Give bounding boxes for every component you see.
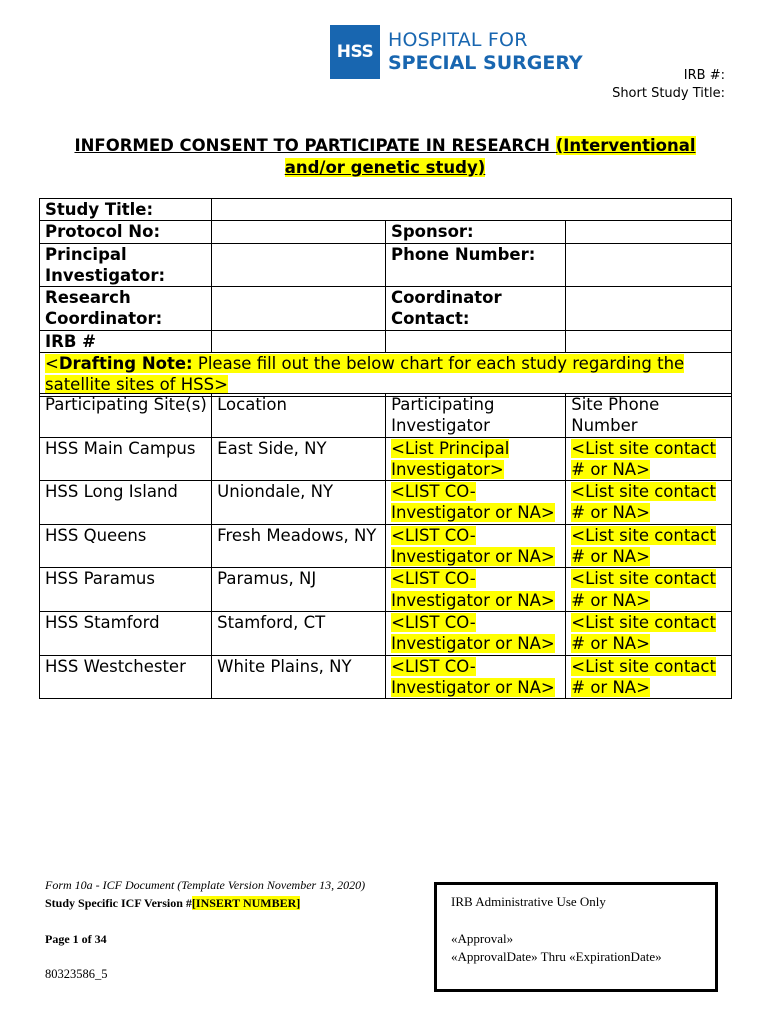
column-header: Location [212,394,386,438]
header-irb-block [612,67,725,103]
site-name: HSS Westchester [40,655,212,699]
site-location: Paramus, NJ [212,568,386,612]
participating-sites-table [39,393,732,699]
drafting-note-label: Drafting Note: [58,354,193,374]
table-row [40,437,732,481]
irb-admin-title: IRB Administrative Use Only [451,894,606,909]
irb-extra-cell-2 [566,330,732,352]
site-name: HSS Main Campus [40,437,212,481]
irb-approval-block [451,930,662,966]
column-header: Site Phone Number [566,394,732,438]
logo-mark: HSS [330,25,380,79]
site-investigator[interactable]: <LIST CO-Investigator or NA> [386,655,566,699]
logo-wordmark [388,31,583,73]
coord-contact-value[interactable] [566,287,732,331]
drafting-note: <Drafting Note: Please fill out the below chart for each study regarding the satellite sites of HSS> [40,353,732,397]
irb-label: IRB # [40,330,212,352]
coord-contact-label: Coordinator Contact: [385,287,565,331]
logo-line-1: HOSPITAL FOR [388,29,528,51]
sponsor-value[interactable] [566,221,732,243]
protocol-no-label: Protocol No: [40,221,212,243]
pi-label: Principal Investigator: [40,243,212,287]
site-investigator[interactable]: <LIST CO-Investigator or NA> [386,611,566,655]
site-location: Uniondale, NY [212,481,386,525]
site-location: East Side, NY [212,437,386,481]
sponsor-label: Sponsor: [385,221,565,243]
table-row [40,481,732,525]
hss-logo [330,25,583,79]
site-phone[interactable]: <List site contact # or NA> [566,481,732,525]
irb-extra-cell [385,330,565,352]
approval-dates-field: «ApprovalDate» Thru «ExpirationDate» [451,949,662,964]
table-row [40,655,732,699]
protocol-no-value[interactable] [211,221,385,243]
site-location: White Plains, NY [212,655,386,699]
rc-value[interactable] [211,287,385,331]
site-location: Stamford, CT [212,611,386,655]
header-irb-label: IRB #: [683,68,725,83]
phone-value[interactable] [566,243,732,287]
title-highlight-1: (Interventional [555,136,696,155]
title-main: INFORMED CONSENT TO PARTICIPATE IN RESEARCH [74,136,556,155]
irb-admin-box [434,882,718,992]
rc-label: Research Coordinator: [40,287,212,331]
drafting-note-text: Please fill out the below chart for each study regarding the satellite sites of HSS> [45,354,685,395]
site-name: HSS Long Island [40,481,212,525]
sites-header-row [40,394,732,438]
site-investigator[interactable]: <LIST CO-Investigator or NA> [386,481,566,525]
icf-version-line: Study Specific ICF Version #[INSERT NUMBER] [45,896,301,910]
site-investigator[interactable]: <LIST CO-Investigator or NA> [386,568,566,612]
study-title-value[interactable] [211,199,731,221]
site-name: HSS Queens [40,524,212,568]
site-phone[interactable]: <List site contact # or NA> [566,655,732,699]
form-version-line: Form 10a - ICF Document (Template Version November 13, 2020) [45,878,366,892]
site-phone[interactable]: <List site contact # or NA> [566,524,732,568]
title-highlight-2: and/or genetic study) [284,158,486,177]
document-id: 80323586_5 [45,967,108,981]
site-investigator[interactable]: <List Principal Investigator> [386,437,566,481]
header-short-title-label: Short Study Title: [612,86,725,101]
page-number: Page 1 of 34 [45,932,107,946]
logo-line-2: SPECIAL SURGERY [388,52,583,74]
study-title-label: Study Title: [40,199,212,221]
footer [45,878,365,982]
table-row [40,568,732,612]
site-phone[interactable]: <List site contact # or NA> [566,437,732,481]
site-investigator[interactable]: <LIST CO-Investigator or NA> [386,524,566,568]
site-name: HSS Paramus [40,568,212,612]
column-header: Participating Site(s) [40,394,212,438]
site-name: HSS Stamford [40,611,212,655]
site-phone[interactable]: <List site contact # or NA> [566,568,732,612]
site-phone[interactable]: <List site contact # or NA> [566,611,732,655]
study-info-table [39,198,732,397]
site-location: Fresh Meadows, NY [212,524,386,568]
phone-label: Phone Number: [385,243,565,287]
table-row [40,524,732,568]
approval-field: «Approval» [451,931,514,946]
document-title [40,135,730,179]
irb-value[interactable] [211,330,385,352]
column-header: Participating Investigator [386,394,566,438]
pi-value[interactable] [211,243,385,287]
version-placeholder: [INSERT NUMBER] [191,896,301,910]
table-row [40,611,732,655]
